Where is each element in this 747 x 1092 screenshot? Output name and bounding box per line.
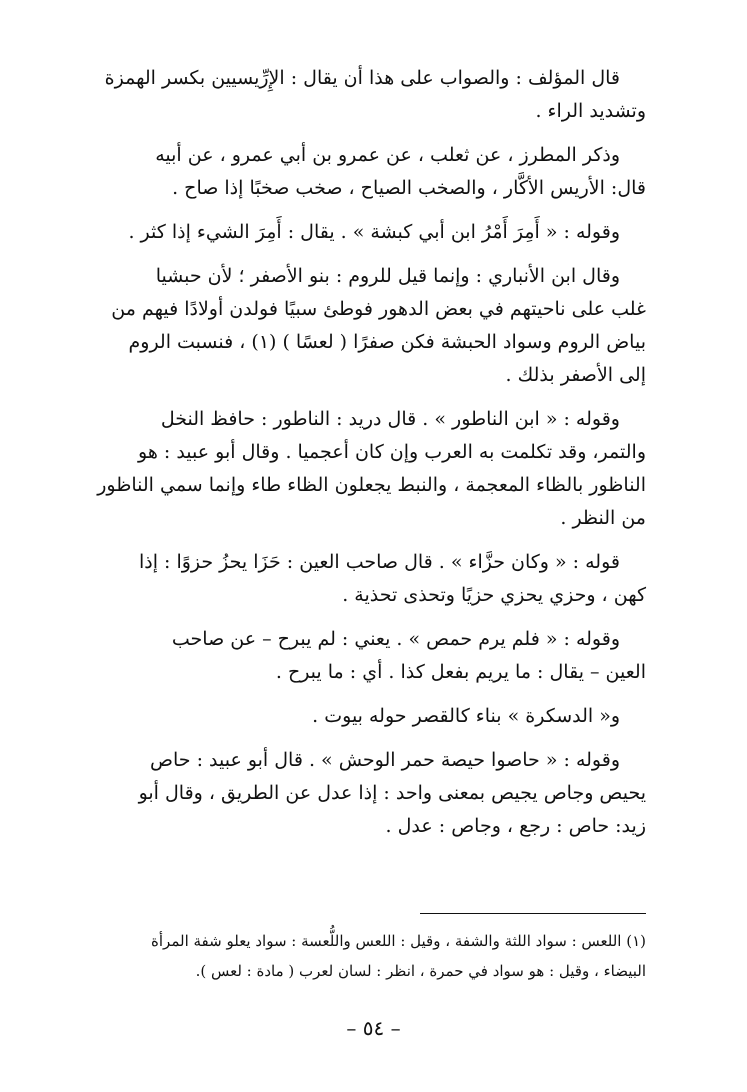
paragraph-2 — [86, 139, 646, 205]
text-line: وقوله : « ابن الناطور » . قال دريد : الناطور : حافظ النخل — [160, 408, 620, 430]
text-line: وذكر المطرز ، عن ثعلب ، عن عمرو بن أبي عمرو ، عن أبيه — [155, 144, 620, 166]
page-number: – ٥٤ – — [346, 1016, 401, 1040]
paragraph-5 — [86, 403, 646, 535]
text-line: والتمر، وقد تكلمت به العرب وإن كان أعجميا . وقال أبو عبيد : هو — [138, 441, 646, 463]
text-line: زيد: حاص : رجع ، وجاص : عدل . — [385, 815, 646, 837]
text-line: من النظر . — [560, 507, 646, 529]
footnote-line: (١) اللعس : سواد اللثة والشفة ، وقيل : اللعس واللُّعسة : سواد يعلو شفة المرأة — [151, 932, 646, 950]
text-line: وقوله : « فلم يرم حمص » . يعني : لم يبرح – عن صاحب — [171, 628, 620, 650]
paragraph-9 — [86, 744, 646, 843]
text-line: وقوله : « حاصوا حيصة حمر الوحش » . قال أبو عبيد : حاص — [150, 749, 620, 771]
text-line: وقال ابن الأنباري : وإنما قيل للروم : بنو الأصفر ؛ لأن حبشيا — [155, 265, 620, 287]
text-line: غلب على ناحيتهم في بعض الدهور فوطئ سبيًا فولدن أولادًا فيهم من — [111, 298, 646, 320]
footnote-line: البيضاء ، وقيل : هو سواد في حمرة ، انظر : لسان لعرب ( مادة : لعس ). — [195, 962, 646, 980]
text-line: وتشديد الراء . — [535, 100, 646, 122]
paragraph-7 — [86, 623, 646, 689]
paragraph-8 — [86, 700, 646, 733]
footnotes — [92, 926, 646, 986]
text-line: الناظور بالظاء المعجمة ، والنبط يجعلون الظاء طاء وإنما سمي الناظور — [97, 474, 646, 496]
paragraph-3 — [86, 216, 646, 249]
text-line: يحيص وجاص يجيص بمعنى واحد : إذا عدل عن الطريق ، وقال أبو — [138, 782, 646, 804]
text-line: العين – يقال : ما يريم بفعل كذا . أي : ما يبرح . — [275, 661, 646, 683]
text-line: وقوله : « أَمِرَ أَمْرُ ابن أبي كبشة » . يقال : أَمِرَ الشيء إذا كثر . — [128, 221, 620, 243]
paragraph-6 — [86, 546, 646, 612]
text-line: كهن ، وحزي يحزي حزيًا وتحذى تحذية . — [342, 584, 646, 606]
text-line: و« الدسكرة » بناء كالقصر حوله بيوت . — [312, 705, 620, 727]
text-line: قال المؤلف : والصواب على هذا أن يقال : الإِرِّيسيين بكسر الهمزة — [104, 67, 620, 89]
text-line: إلى الأصفر بذلك . — [505, 364, 646, 386]
main-text — [86, 62, 646, 854]
text-line: بياض الروم وسواد الحبشة فكن صفرًا ( لعسًا ) (١) ، فنسبت الروم — [128, 331, 646, 353]
text-line: قوله : « وكان حزَّاء » . قال صاحب العين : حَزَا يحزُ حزوًا : إذا — [138, 551, 620, 573]
text-line: قال: الأريس الأكَّار ، والصخب الصياح ، صخب صخبًا إذا صاح . — [172, 177, 646, 199]
paragraph-1 — [86, 62, 646, 128]
footnote-divider — [420, 913, 646, 914]
paragraph-4 — [86, 260, 646, 392]
